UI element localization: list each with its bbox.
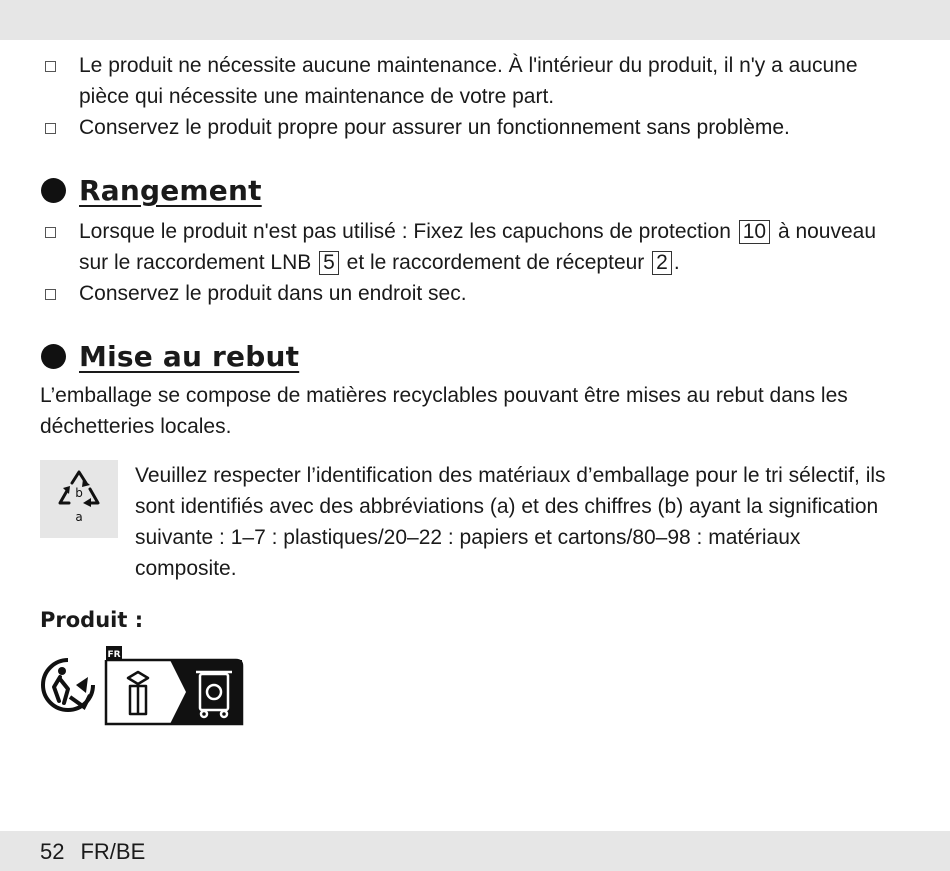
section-heading-rebut: [40, 336, 890, 376]
list-item: Conservez le produit dans un endroit sec.: [40, 278, 890, 309]
disposal-intro: L’emballage se compose de matières recyclables pouvant être mises au rebut dans les déchetteries locales.: [40, 384, 848, 438]
triman-icon: [40, 657, 96, 713]
recycling-text: Veuillez respecter l’identification des matériaux d’emballage pour le tri sélectif, ils sont identifiés avec des abbréviations (a) et des chiffres (b) ayant la signification suivante : 1–7 : plastiques/20–22 : papiers et cartons/80–98 : matériaux composite.: [135, 464, 886, 580]
bullet-dot-icon: [41, 178, 66, 203]
page-footer: [40, 838, 145, 866]
section-title: Rangement: [79, 173, 262, 207]
triman-logo-group: [40, 644, 890, 726]
header-band: [0, 0, 950, 40]
recycling-symbol-icon: [40, 460, 118, 538]
produit-label: Produit :: [40, 608, 144, 632]
recycle-label-a: a: [75, 510, 83, 524]
rangement-list: [40, 216, 890, 309]
checkbox-icon: [45, 123, 56, 134]
list-item: Lorsque le produit n'est pas utilisé : Fixez les capuchons de protection 10 à nouveau sur le raccordement LNB 5 et le raccordement de récepteur 2 .: [40, 216, 890, 278]
section-heading-rangement: [40, 170, 890, 210]
maintenance-list: [40, 50, 890, 143]
bullet-dot-icon: [41, 344, 66, 369]
recycle-label-b: b: [75, 486, 83, 500]
list-item: Conservez le produit propre pour assurer un fonctionnement sans problème.: [40, 112, 890, 143]
svg-text:FR: FR: [107, 650, 121, 660]
list-item: Le produit ne nécessite aucune maintenance. À l'intérieur du produit, il n'y a aucune pièce qui nécessite une maintenance de votre part.: [40, 50, 890, 112]
locale-label: FR/BE: [80, 839, 146, 864]
checkbox-icon: [45, 289, 56, 300]
part-reference: 5: [319, 251, 339, 275]
page-content: [40, 50, 890, 726]
recycling-info: [40, 460, 890, 584]
info-tri-icon: [102, 644, 247, 726]
section-title: Mise au rebut: [79, 339, 300, 373]
checkbox-icon: [45, 227, 56, 238]
page-number: 52: [40, 839, 65, 864]
checkbox-icon: [45, 61, 56, 72]
part-reference: 10: [739, 220, 770, 244]
part-reference: 2: [652, 251, 672, 275]
